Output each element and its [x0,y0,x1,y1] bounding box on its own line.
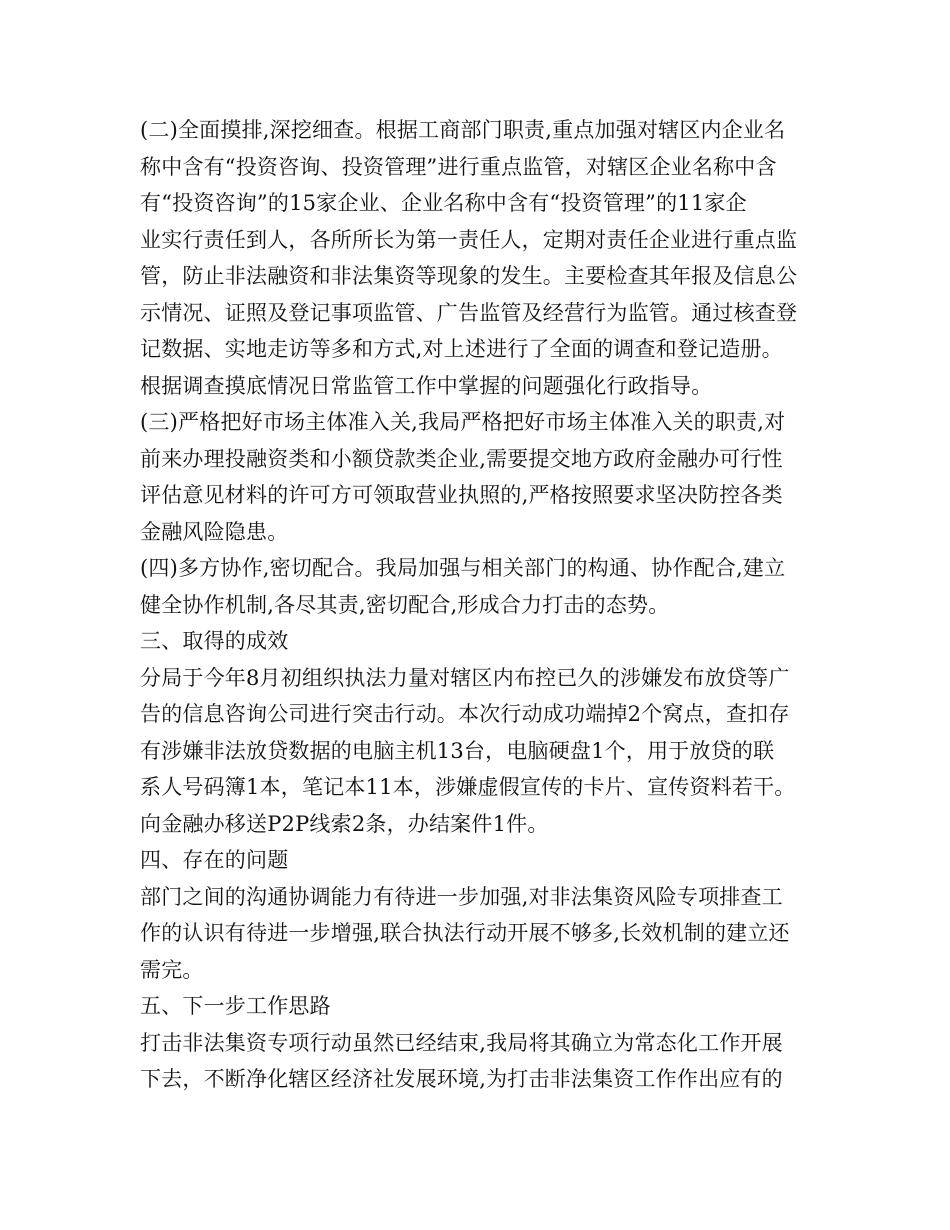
paragraph-line: 下去，不断净化辖区经济社发展环境,为打击非法集资工作作出应有的 [140,1067,783,1091]
paragraph-line: 记数据、实地走访等多和方式,对上述进行了全面的调查和登记造册。 [140,337,783,361]
paragraph-line: 根据调查摸底情况日常监管工作中掌握的问题强化行政指导。 [140,373,713,398]
section-heading: 三、取得的成效 [140,629,289,653]
paragraph-line: 作的认识有待进一步增强,联合执法行动开展不够多,长效机制的建立还 [140,921,790,945]
paragraph-line: 有“投资咨询”的15家企业、企业名称中含有“投资管理”的11家企 [140,191,747,215]
paragraph-line: 前来办理投融资类和小额贷款类企业,需要提交地方政府金融办可行性 [140,446,783,471]
section-heading: 五、下一步工作思路 [140,994,331,1018]
paragraph-line: (三)严格把好市场主体准入关,我局严格把好市场主体准入关的职责,对 [140,410,786,434]
paragraph-line: 示情况、证照及登记事项监管、广告监管及经营行为监管。通过核查登 [140,300,798,325]
paragraph-line: (二)全面摸排,深挖细查。根据工商部门职责,重点加强对辖区内企业名 [140,118,786,142]
section-heading: 四、存在的问题 [140,848,289,872]
paragraph-line: 称中含有“投资咨询、投资管理”进行重点监管，对辖区企业名称中含 [140,154,777,179]
paragraph-line: 健全协作机制,各尽其责,密切配合,形成合力打击的态势。 [140,592,670,617]
paragraph-line: 有涉嫌非法放贷数据的电脑主机13台，电脑硬盘1个，用于放贷的联 [140,738,775,763]
paragraph-line: (四)多方协作,密切配合。我局加强与相关部门的构通、协作配合,建立 [140,556,786,580]
paragraph-line: 告的信息咨询公司进行突击行动。本次行动成功端掉2个窝点，查扣存 [140,702,790,726]
paragraph-line: 系人号码簿1本，笔记本11本，涉嫌虚假宣传的卡片、宣传资料若干。 [140,775,796,799]
paragraph-line: 打击非法集资专项行动虽然已经结束,我局将其确立为常态化工作开展 [140,1030,783,1055]
paragraph-line: 管，防止非法融资和非法集资等现象的发生。主要检查其年报及信息公 [140,264,798,288]
paragraph-line: 部门之间的沟通协调能力有待进一步加强,对非法集资风险专项排查工 [140,884,783,909]
paragraph-line: 分局于今年8月初组织执法力量对辖区内布控已久的涉嫌发布放贷等广 [140,665,790,690]
paragraph-line: 业实行责任到人，各所所长为第一责任人，定期对责任企业进行重点监 [140,227,798,252]
paragraph-line: 向金融办移送P2P线索2条，办结案件1件。 [140,811,549,836]
document-body [140,112,820,1098]
paragraph-line: 需完。 [140,957,204,982]
paragraph-line: 金融风险隐患。 [140,519,289,544]
paragraph-line: 评估意见材料的许可方可领取营业执照的,严格按照要求坚决防控各类 [140,483,783,507]
